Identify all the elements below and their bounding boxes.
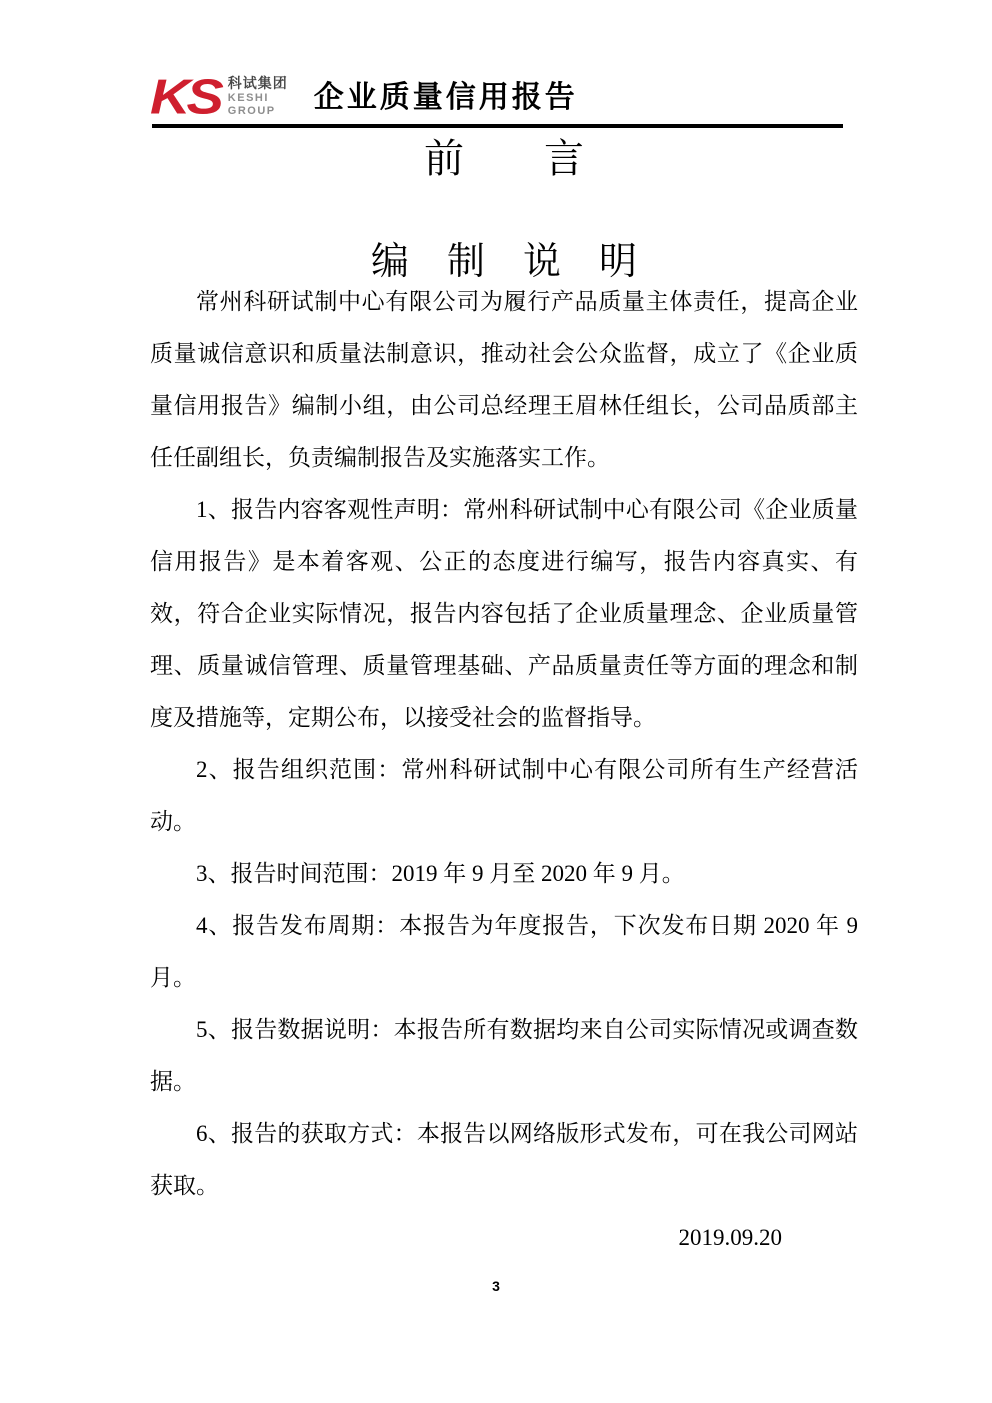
report-date: 2019.09.20 xyxy=(678,1225,782,1250)
foreword-heading: 前 言 xyxy=(424,136,584,181)
paragraph-introduction: 常州科研试制中心有限公司为履行产品质量主体责任，提高企业质量诚信意识和质量法制意识，推动社会公众监督，成立了《企业质量信用报告》编制小组，由公司总经理王眉林任组长，公司品质部主任任副组长，负责编制报告及实施落实工作。 xyxy=(150,289,858,470)
header-divider-rule xyxy=(152,124,843,128)
paragraph-access-method: 6、报告的获取方式：本报告以网络版形式发布，可在我公司网站获取。 xyxy=(150,1121,858,1198)
paragraph-report-time-range: 3、报告时间范围：2019 年 9 月至 2020 年 9 月。 xyxy=(196,861,685,886)
ks-monogram-icon: KS xyxy=(150,68,220,125)
document-main xyxy=(150,134,858,1264)
page-footer xyxy=(0,1278,992,1296)
paragraph-data-source: 5、报告数据说明：本报告所有数据均来自公司实际情况或调查数据。 xyxy=(150,1017,858,1094)
body-text-block xyxy=(150,276,858,1212)
report-title: 企业质量信用报告 xyxy=(313,81,578,114)
page-content xyxy=(150,0,858,1264)
keshi-group-logo xyxy=(150,68,288,125)
page-header xyxy=(150,0,858,125)
page-number: 3 xyxy=(492,1278,500,1294)
paragraph-objectivity-statement: 1、报告内容客观性声明：常州科研试制中心有限公司《企业质量信用报告》是本着客观、公正的态度进行编写，报告内容真实、有效，符合企业实际情况，报告内容包括了企业质量理念、企业质量管理、质量诚信管理、质量管理基础、产品质量责任等方面的理念和制度及措施等，定期公布，以接受社会的监督指导。 xyxy=(150,497,858,730)
paragraph-release-cycle: 4、报告发布周期：本报告为年度报告，下次发布日期 2020 年 9 月。 xyxy=(150,913,858,990)
logo-company-name-en-line2: GROUP xyxy=(227,104,276,117)
paragraph-report-scope: 2、报告组织范围：常州科研试制中心有限公司所有生产经营活动。 xyxy=(150,757,858,834)
compilation-notes-heading: 编 制 说 明 xyxy=(370,241,637,283)
logo-wordmark xyxy=(228,75,288,120)
logo-company-name-cn: 科试集团 xyxy=(227,74,288,91)
logo-company-name-en-line1: KESHI xyxy=(227,91,269,104)
